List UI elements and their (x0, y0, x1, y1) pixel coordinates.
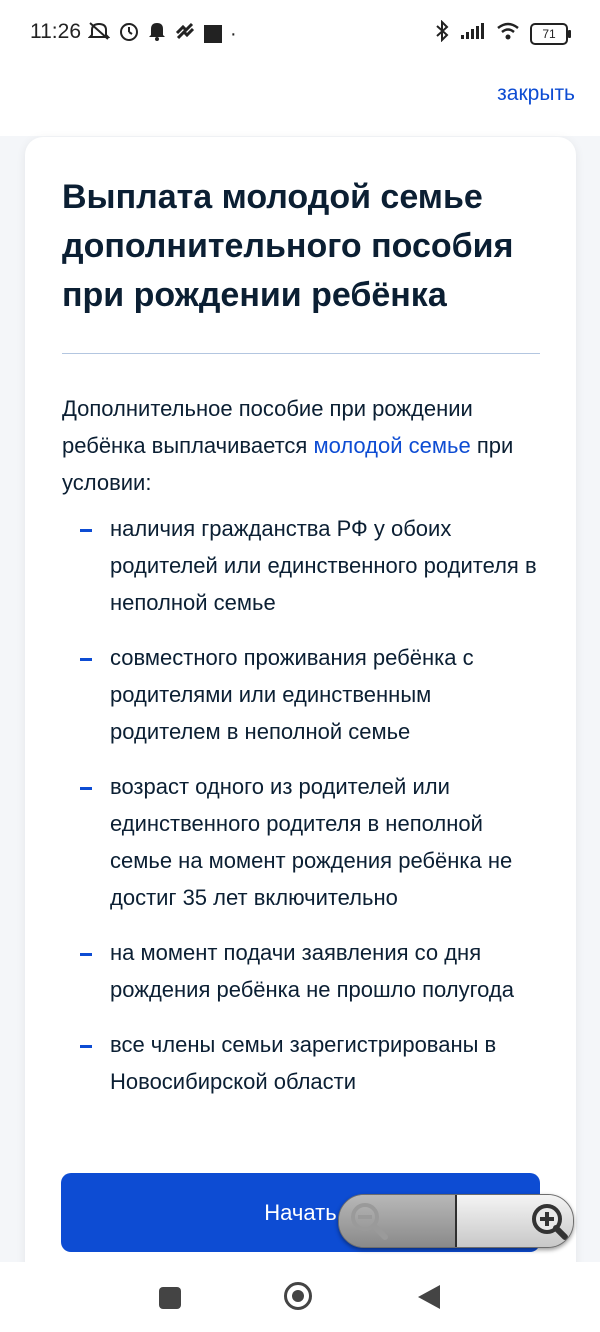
conditions-list (62, 510, 542, 1118)
close-link[interactable]: закрыть (497, 82, 575, 105)
dash-bullet-icon (80, 953, 92, 956)
alarm-icon (118, 20, 140, 48)
condition-text: наличия гражданства РФ у обоих родителей или единственного родителя в неполной семье (110, 516, 537, 615)
young-family-link[interactable]: молодой семье (313, 433, 471, 458)
list-item (62, 934, 542, 1008)
dot-icon: · (230, 23, 237, 45)
notification-icon (148, 21, 166, 47)
top-bar (0, 66, 600, 136)
recent-apps-icon[interactable] (159, 1287, 181, 1309)
page-title: Выплата молодой семье дополнительного пособия при рождении ребёнка (62, 178, 514, 314)
link-icon (174, 21, 196, 47)
status-bar (0, 0, 600, 66)
intro-text-before: Дополнительное пособие при рождении ребёнка выплачивается (62, 396, 473, 458)
dash-bullet-icon (80, 1045, 92, 1048)
zoom-out-button[interactable] (339, 1195, 455, 1247)
zoom-out-icon (347, 1199, 391, 1243)
zoom-control (338, 1194, 574, 1248)
home-icon[interactable] (284, 1282, 312, 1310)
zoom-in-icon (525, 1199, 569, 1243)
title-divider (62, 353, 540, 354)
status-notification-icons (88, 20, 237, 48)
zoom-in-button[interactable] (457, 1195, 573, 1247)
condition-text: все члены семьи зарегистрированы в Новосибирской области (110, 1032, 497, 1094)
start-button[interactable]: Начать (61, 1173, 540, 1252)
battery-icon: 71 (530, 23, 568, 45)
condition-text: совместного проживания ребёнка с родителями или единственным родителем в неполной семье (110, 645, 474, 744)
back-icon[interactable] (418, 1285, 440, 1309)
status-time: 11:26 (30, 20, 81, 43)
dash-bullet-icon (80, 658, 92, 661)
status-system-icons (434, 20, 568, 48)
list-item (62, 768, 542, 916)
condition-text: на момент подачи заявления со дня рождения ребёнка не прошло полугода (110, 940, 514, 1002)
bluetooth-icon (434, 20, 450, 48)
intro-text-after: при условии: (62, 433, 514, 495)
wifi-icon (496, 22, 520, 46)
intro-text (62, 390, 542, 501)
condition-text: возраст одного из родителей или единственного родителя в неполной семье на момент рождения ребёнка не достиг 35 лет включительно (110, 774, 513, 910)
list-item (62, 1026, 542, 1100)
signal-icon (460, 22, 486, 46)
list-item (62, 510, 542, 621)
dash-bullet-icon (80, 787, 92, 790)
square-icon (204, 25, 222, 43)
dash-bullet-icon (80, 529, 92, 532)
system-nav-bar (0, 1262, 600, 1332)
info-card (25, 137, 576, 1332)
mute-icon (88, 21, 110, 47)
list-item (62, 639, 542, 750)
